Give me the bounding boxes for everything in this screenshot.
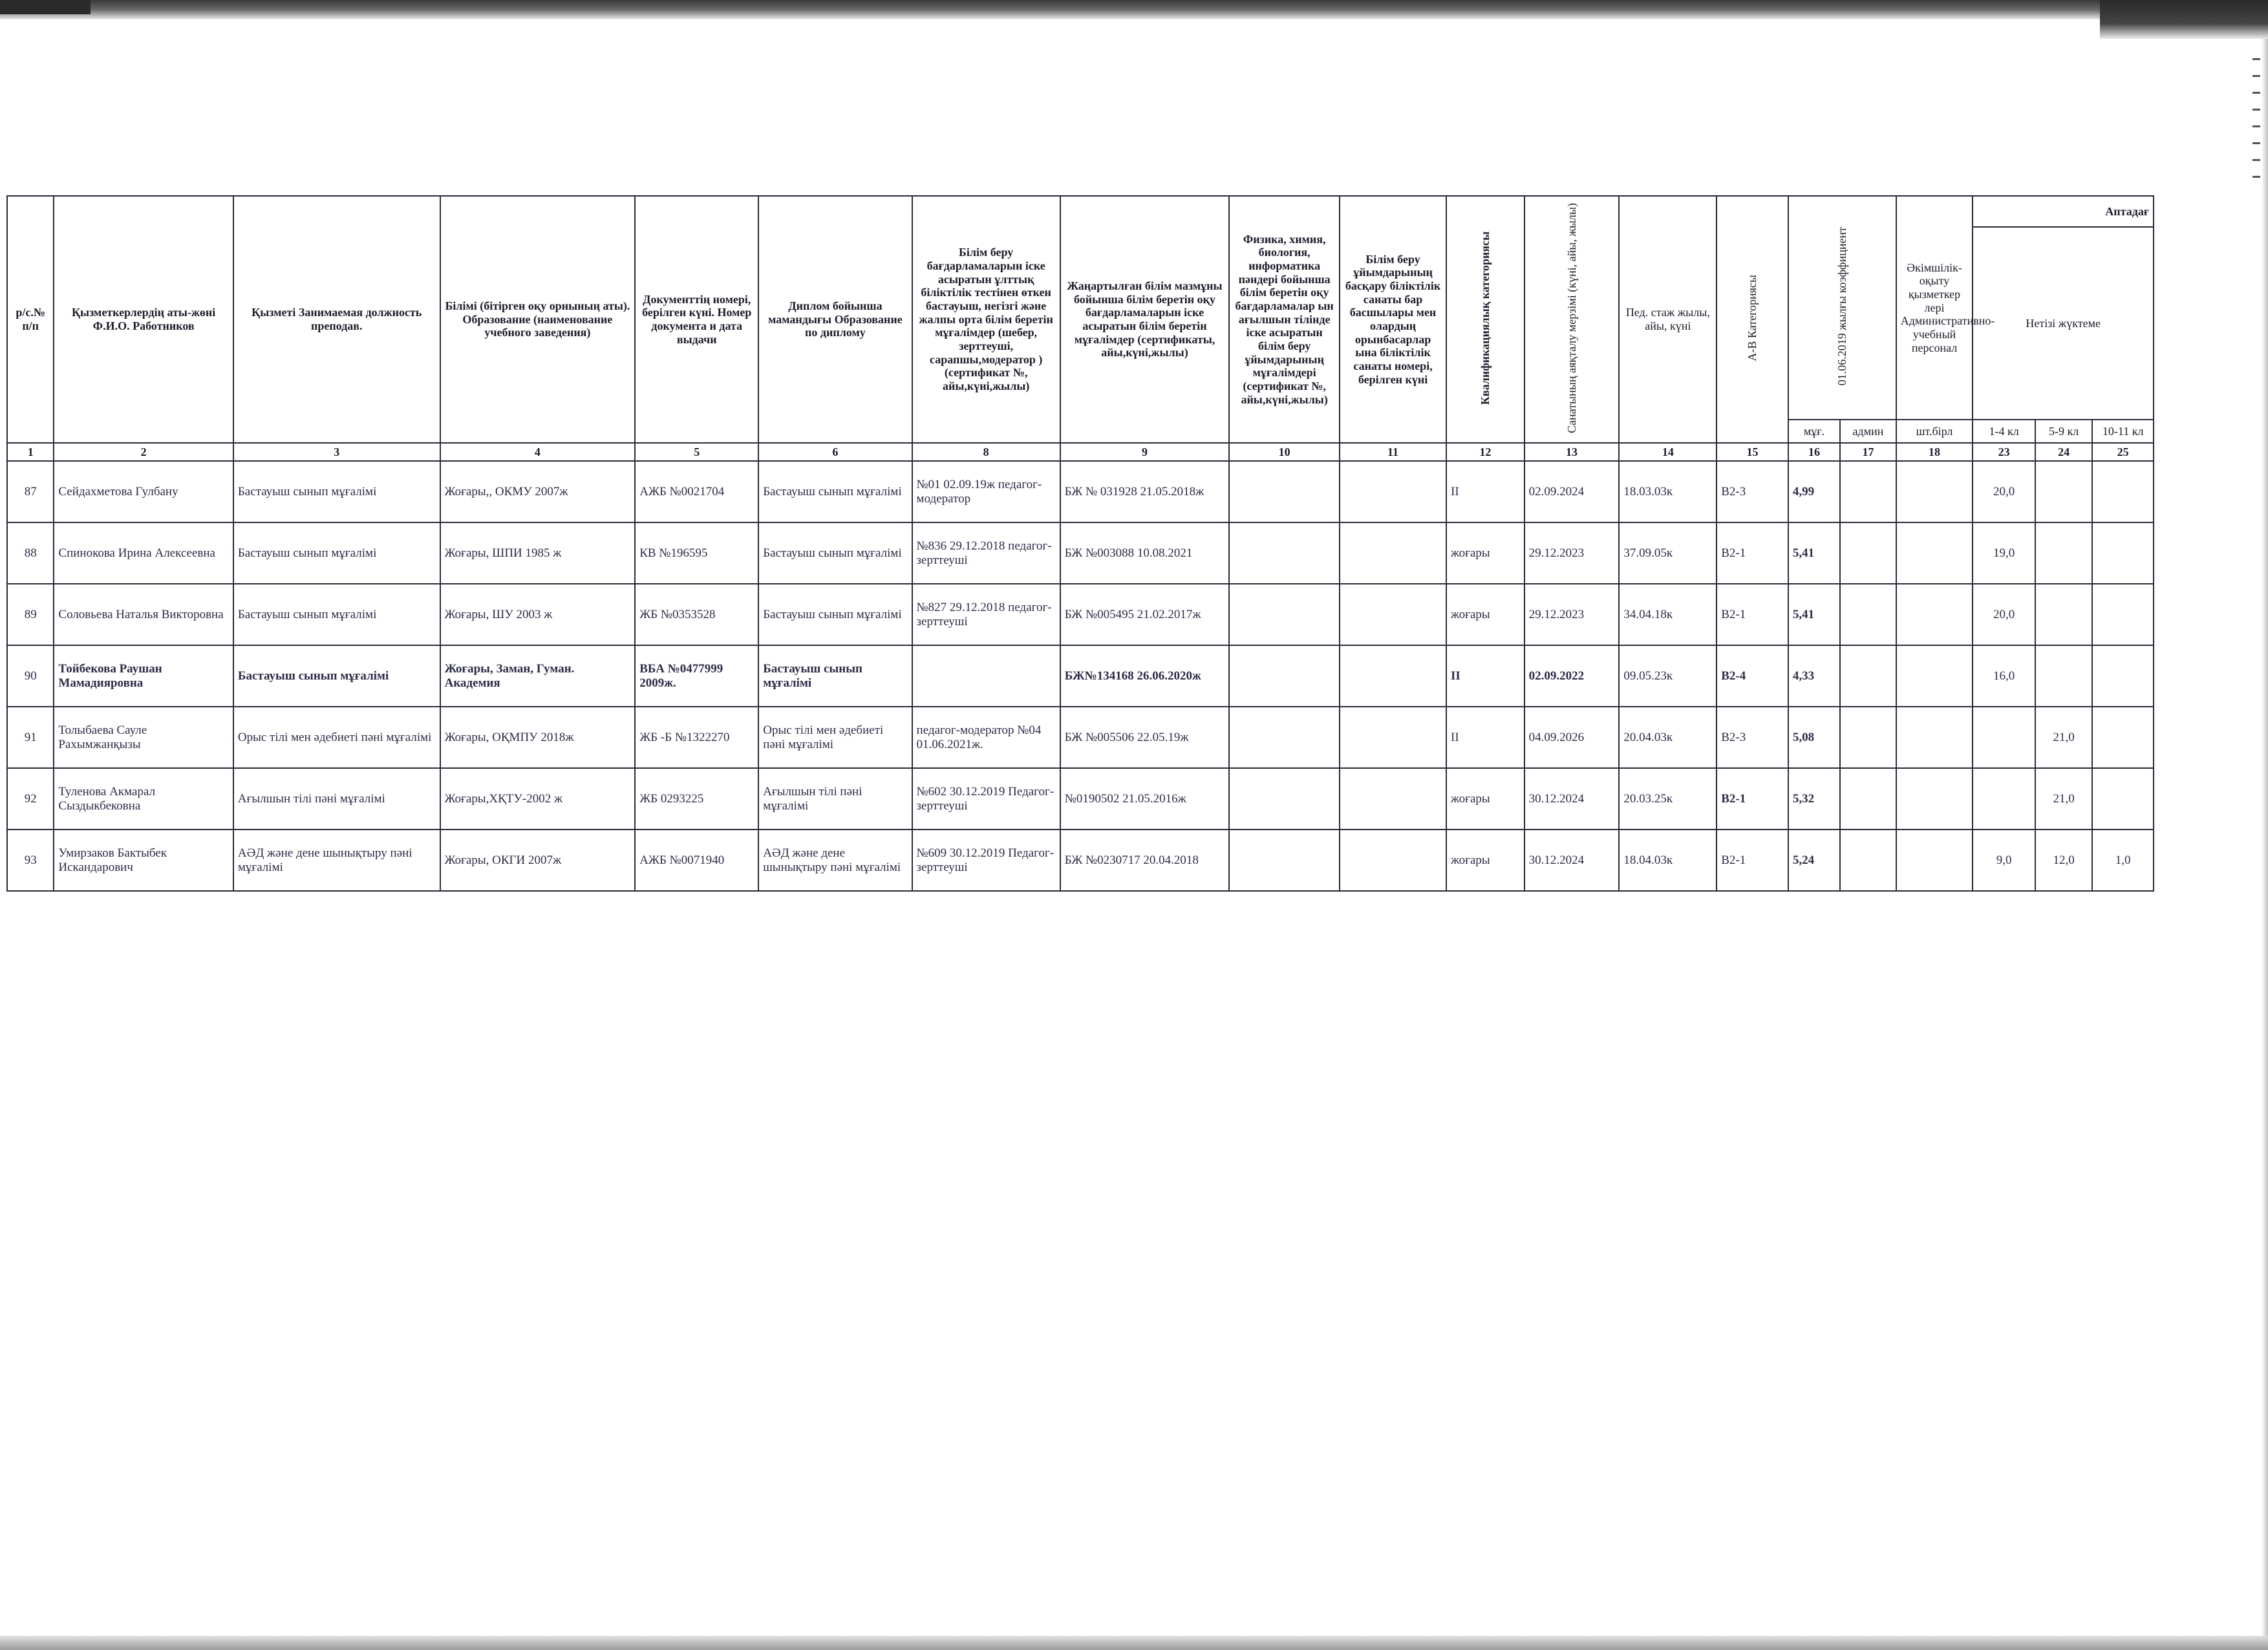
col-num: 12 (1446, 443, 1524, 461)
staff-category-end: 02.09.2024 (1524, 461, 1620, 522)
staff-diploma: Бастауыш сынып мұғалімі (758, 522, 912, 584)
staff-ab-category: В2-1 (1717, 522, 1788, 584)
staff-management-cert (1340, 768, 1446, 830)
scanner-edge-top (0, 0, 2268, 19)
staff-document: ЖБ -Б №1322270 (635, 707, 758, 768)
staff-load-1-4 (1973, 707, 2035, 768)
row-number: 87 (7, 461, 54, 522)
staff-diploma: Ағылшын тілі пәні мұғалімі (758, 768, 912, 830)
staff-education: Жоғары,ХҚТУ-2002 ж (440, 768, 636, 830)
header-ped-stage: Пед. стаж жылы, айы, күні (1619, 196, 1717, 443)
staff-sht (1896, 707, 1973, 768)
header-document: Документтің номері, берілген күні. Номер документа и дата выдачи (635, 196, 758, 443)
col-num: 13 (1524, 443, 1620, 461)
col-num: 4 (440, 443, 636, 461)
header-net-load: Нетізі жүктеме (1973, 227, 2154, 420)
staff-load-10-11 (2092, 768, 2154, 830)
header-category-end: Санатының аяқталу мерзімі (күні, айы, жылы) (1524, 196, 1620, 443)
row-number: 90 (7, 645, 54, 707)
staff-diploma: Орыс тілі мен әдебиеті пәні мұғалімі (758, 707, 912, 768)
staff-load-1-4 (1973, 768, 2035, 830)
staff-category: II (1446, 461, 1524, 522)
staff-admin (1840, 707, 1896, 768)
staff-position: Орыс тілі мен әдебиеті пәні мұғалімі (233, 707, 440, 768)
staff-category: жоғары (1446, 522, 1524, 584)
staff-ped-stage: 34.04.18к (1619, 584, 1717, 645)
staff-ped-stage: 09.05.23к (1619, 645, 1717, 707)
col-num: 14 (1619, 443, 1717, 461)
header-position: Қызметі Занимаемая должность преподав. (233, 196, 440, 443)
header-management-cert: Білім беру ұйымдарының басқару біліктілік санаты бар басшылары мен олардың орынбасарлар ына біліктілік санаты номері, берілген күні (1340, 196, 1446, 443)
table-row (7, 830, 2154, 891)
staff-category-end: 04.09.2026 (1524, 707, 1620, 768)
staff-english-cert (1229, 707, 1340, 768)
row-number: 93 (7, 830, 54, 891)
header-sub-grades-5-9: 5-9 кл (2035, 420, 2092, 443)
col-num: 10 (1229, 443, 1340, 461)
staff-diploma: Бастауыш сынып мұғалімі (758, 645, 912, 707)
staff-coefficient: 5,24 (1788, 830, 1840, 891)
staff-name: Толыбаева Сауле Рахымжанқызы (54, 707, 233, 768)
staff-load-10-11 (2092, 645, 2154, 707)
staff-management-cert (1340, 830, 1446, 891)
col-num: 3 (233, 443, 440, 461)
staff-load-1-4: 16,0 (1973, 645, 2035, 707)
staff-sht (1896, 768, 1973, 830)
header-admin-staff: Әкімшілік-оқыту қызметкер лері Административно-учебный персонал (1896, 196, 1973, 420)
table-row (7, 707, 2154, 768)
header-updated-cert: Жаңартылған білім мазмұны бойынша білім беретін оқу бағдарламаларын іске асыратын білім беретін мұғалімдер (сертификаты, айы,күні,жылы) (1060, 196, 1229, 443)
staff-ped-stage: 20.04.03к (1619, 707, 1717, 768)
col-num: 1 (7, 443, 54, 461)
staff-position: Бастауыш сынып мұғалімі (233, 522, 440, 584)
col-num: 17 (1840, 443, 1896, 461)
staff-ped-stage: 18.04.03к (1619, 830, 1717, 891)
col-num: 8 (912, 443, 1060, 461)
staff-name: Умирзаков Бактыбек Искандарович (54, 830, 233, 891)
staff-updated-cert: БЖ № 031928 21.05.2018ж (1060, 461, 1229, 522)
header-name: Қызметкерлердің аты-жөні Ф.И.О. Работников (54, 196, 233, 443)
staff-load-1-4: 20,0 (1973, 461, 2035, 522)
staff-load-5-9 (2035, 584, 2092, 645)
table-row (7, 461, 2154, 522)
col-num: 15 (1717, 443, 1788, 461)
staff-coefficient: 5,08 (1788, 707, 1840, 768)
staff-diploma: АӘД және дене шынықтыру пәні мұғалімі (758, 830, 912, 891)
staff-name: Сейдахметова Гулбану (54, 461, 233, 522)
staff-sht (1896, 830, 1973, 891)
staff-ab-category: В2-1 (1717, 830, 1788, 891)
header-english-cert: Физика, химия, биология, информатика пәндері бойынша білім беретін оқу бағдарламалар ын ағылшын тілінде іске асыратын білім беру ұйымдарының мұғалімдері (сертификат №, айы,күні,жылы) (1229, 196, 1340, 443)
staff-load-10-11 (2092, 584, 2154, 645)
staff-load-5-9: 21,0 (2035, 707, 2092, 768)
staff-updated-cert: БЖ №0230717 20.04.2018 (1060, 830, 1229, 891)
col-num: 5 (635, 443, 758, 461)
staff-english-cert (1229, 461, 1340, 522)
staff-load-5-9 (2035, 645, 2092, 707)
scanner-ruler-ticks (2252, 58, 2260, 188)
staff-sht (1896, 522, 1973, 584)
staff-admin (1840, 768, 1896, 830)
staff-name: Спинокова Ирина Алексеевна (54, 522, 233, 584)
staff-position: Бастауыш сынып мұғалімі (233, 645, 440, 707)
column-number-row (7, 443, 2154, 461)
scanner-corner-right (2100, 0, 2268, 39)
header-sub-admin: админ (1840, 420, 1896, 443)
staff-education: Жоғары, Заман, Гуман. Академия (440, 645, 636, 707)
staff-admin (1840, 584, 1896, 645)
staff-load-1-4: 9,0 (1973, 830, 2035, 891)
staff-education: Жоғары, ОҚМПУ 2018ж (440, 707, 636, 768)
staff-ped-stage: 18.03.03к (1619, 461, 1717, 522)
staff-load-10-11 (2092, 461, 2154, 522)
staff-ped-stage: 20.03.25к (1619, 768, 1717, 830)
staff-category-end: 29.12.2023 (1524, 522, 1620, 584)
staff-name: Соловьева Наталья Викторовна (54, 584, 233, 645)
staff-management-cert (1340, 461, 1446, 522)
staff-test-cert: №609 30.12.2019 Педагог-зерттеуші (912, 830, 1060, 891)
staff-category: II (1446, 707, 1524, 768)
staff-load-5-9 (2035, 522, 2092, 584)
staff-coefficient: 5,41 (1788, 522, 1840, 584)
staff-education: Жоғары, ОКГИ 2007ж (440, 830, 636, 891)
table-row (7, 645, 2154, 707)
table-row (7, 768, 2154, 830)
header-coefficient: 01.06.2019 жылғы коэффициент (1788, 196, 1896, 420)
staff-load-5-9: 12,0 (2035, 830, 2092, 891)
staff-education: Жоғары,, ОКМУ 2007ж (440, 461, 636, 522)
staff-test-cert: №602 30.12.2019 Педагог-зерттеуші (912, 768, 1060, 830)
staff-category: жоғары (1446, 768, 1524, 830)
staff-education: Жоғары, ШУ 2003 ж (440, 584, 636, 645)
header-sub-sht: шт.бірл (1896, 420, 1973, 443)
staff-ab-category: В2-3 (1717, 461, 1788, 522)
staff-position: АӘД және дене шынықтыру пәні мұғалімі (233, 830, 440, 891)
staff-document: КВ №196595 (635, 522, 758, 584)
staff-management-cert (1340, 707, 1446, 768)
staff-document: ЖБ 0293225 (635, 768, 758, 830)
staff-english-cert (1229, 522, 1340, 584)
staff-coefficient: 5,32 (1788, 768, 1840, 830)
header-sub-mug: мұғ. (1788, 420, 1840, 443)
scanner-edge-right (2262, 39, 2268, 1636)
staff-diploma: Бастауыш сынып мұғалімі (758, 461, 912, 522)
staff-updated-cert: №0190502 21.05.2016ж (1060, 768, 1229, 830)
staff-load-5-9: 21,0 (2035, 768, 2092, 830)
staff-ab-category: В2-3 (1717, 707, 1788, 768)
staff-category-end: 29.12.2023 (1524, 584, 1620, 645)
staff-document: АЖБ №0071940 (635, 830, 758, 891)
staff-english-cert (1229, 584, 1340, 645)
staff-position: Бастауыш сынып мұғалімі (233, 461, 440, 522)
staff-english-cert (1229, 830, 1340, 891)
staff-test-cert: №827 29.12.2018 педагог-зерттеуші (912, 584, 1060, 645)
staff-test-cert: педагог-модератор №04 01.06.2021ж. (912, 707, 1060, 768)
staff-diploma: Бастауыш сынып мұғалімі (758, 584, 912, 645)
staff-category-end: 30.12.2024 (1524, 830, 1620, 891)
staff-document: ВБА №0477999 2009ж. (635, 645, 758, 707)
staff-test-cert: №836 29.12.2018 педагог-зерттеуші (912, 522, 1060, 584)
staff-position: Ағылшын тілі пәні мұғалімі (233, 768, 440, 830)
staff-category-end: 30.12.2024 (1524, 768, 1620, 830)
staff-document: ЖБ №0353528 (635, 584, 758, 645)
staff-sht (1896, 584, 1973, 645)
row-number: 91 (7, 707, 54, 768)
staff-category-end: 02.09.2022 (1524, 645, 1620, 707)
staff-load-10-11 (2092, 522, 2154, 584)
staff-admin (1840, 461, 1896, 522)
staff-position: Бастауыш сынып мұғалімі (233, 584, 440, 645)
staff-load-1-4: 20,0 (1973, 584, 2035, 645)
staff-updated-cert: БЖ №005506 22.05.19ж (1060, 707, 1229, 768)
staff-coefficient: 4,33 (1788, 645, 1840, 707)
staff-name: Тойбекова Раушан Мамадияровна (54, 645, 233, 707)
col-num: 6 (758, 443, 912, 461)
col-num: 25 (2092, 443, 2154, 461)
staff-test-cert (912, 645, 1060, 707)
col-num: 2 (54, 443, 233, 461)
staff-ped-stage: 37.09.05к (1619, 522, 1717, 584)
staff-load-5-9 (2035, 461, 2092, 522)
col-num: 18 (1896, 443, 1973, 461)
col-num: 11 (1340, 443, 1446, 461)
header-sub-grades-1-4: 1-4 кл (1973, 420, 2035, 443)
header-sub-grades-10-11: 10-11 кл (2092, 420, 2154, 443)
staff-load-10-11: 1,0 (2092, 830, 2154, 891)
header-education: Білімі (бітірген оқу орнының аты). Образование (наименование учебного заведения) (440, 196, 636, 443)
staff-ab-category: В2-4 (1717, 645, 1788, 707)
header-weekly: Аптадағ (1973, 196, 2154, 227)
header-row-1 (7, 196, 2154, 227)
header-no: р/с.№ п/п (7, 196, 54, 443)
staff-admin (1840, 830, 1896, 891)
col-num: 23 (1973, 443, 2035, 461)
staff-category: жоғары (1446, 584, 1524, 645)
staff-management-cert (1340, 584, 1446, 645)
header-qual-category: Квалификациялық категориясы (1446, 196, 1524, 443)
staff-ab-category: В2-1 (1717, 768, 1788, 830)
staff-english-cert (1229, 645, 1340, 707)
staff-name: Туленова Акмарал Сыздыкбековна (54, 768, 233, 830)
staff-updated-cert: БЖ №003088 10.08.2021 (1060, 522, 1229, 584)
staff-category: жоғары (1446, 830, 1524, 891)
staff-management-cert (1340, 645, 1446, 707)
table-row (7, 584, 2154, 645)
row-number: 89 (7, 584, 54, 645)
header-diploma: Диплом бойынша мамандығы Образование по диплому (758, 196, 912, 443)
row-number: 88 (7, 522, 54, 584)
staff-education: Жоғары, ШПИ 1985 ж (440, 522, 636, 584)
staff-admin (1840, 645, 1896, 707)
table-row (7, 522, 2154, 584)
scanner-edge-bottom (0, 1636, 2268, 1650)
staff-admin (1840, 522, 1896, 584)
staff-coefficient: 5,41 (1788, 584, 1840, 645)
col-num: 24 (2035, 443, 2092, 461)
staff-load-1-4: 19,0 (1973, 522, 2035, 584)
staff-table (6, 195, 2154, 892)
col-num: 9 (1060, 443, 1229, 461)
staff-document: АЖБ №0021704 (635, 461, 758, 522)
staff-english-cert (1229, 768, 1340, 830)
staff-category: II (1446, 645, 1524, 707)
staff-updated-cert: БЖ №005495 21.02.2017ж (1060, 584, 1229, 645)
staff-test-cert: №01 02.09.19ж педагог-модератор (912, 461, 1060, 522)
header-ab-category: А-В Категориясы (1717, 196, 1788, 443)
staff-sht (1896, 461, 1973, 522)
staff-sht (1896, 645, 1973, 707)
staff-load-10-11 (2092, 707, 2154, 768)
header-test-cert: Білім беру бағдарламаларын іске асыратын ұлттық біліктілік тестінен өткен бастауыш, негізгі және жалпы орта білім беретін мұғалімдер (шебер, зерттеуші, сарапшы,модератор )(сертификат №, айы,күні,жылы) (912, 196, 1060, 443)
scanner-corner-left (0, 0, 91, 14)
staff-management-cert (1340, 522, 1446, 584)
staff-coefficient: 4,99 (1788, 461, 1840, 522)
staff-updated-cert: БЖ№134168 26.06.2020ж (1060, 645, 1229, 707)
staff-ab-category: В2-1 (1717, 584, 1788, 645)
row-number: 92 (7, 768, 54, 830)
col-num: 16 (1788, 443, 1840, 461)
